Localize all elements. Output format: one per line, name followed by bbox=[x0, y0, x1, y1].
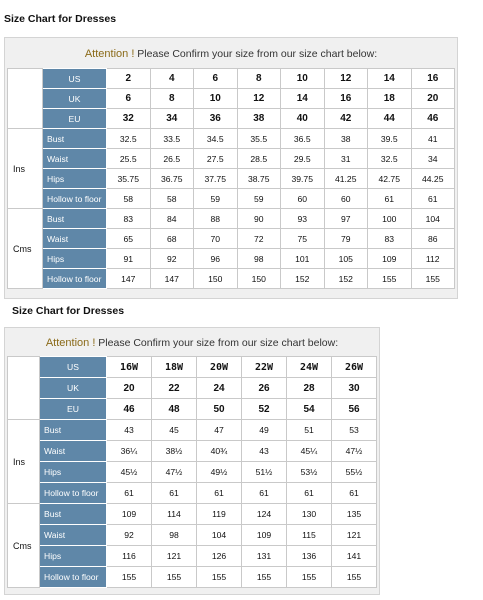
chart1-cell-waist-3: 72 bbox=[237, 229, 281, 249]
chart2-cell-us-5: 26W bbox=[332, 357, 377, 378]
chart2-cell-hips-5: 141 bbox=[332, 546, 377, 567]
chart1-cell-hollow-to-floor-3: 59 bbox=[237, 189, 281, 209]
chart1-cell-eu-1: 34 bbox=[150, 109, 194, 129]
chart2-cell-hollow-to-floor-2: 155 bbox=[197, 567, 242, 588]
chart1-cell-waist-5: 31 bbox=[324, 149, 368, 169]
chart1-attention bbox=[5, 48, 457, 60]
chart1-row-6 bbox=[8, 189, 455, 209]
chart2-cell-hollow-to-floor-2: 61 bbox=[197, 483, 242, 504]
chart1-cell-hollow-to-floor-7: 61 bbox=[411, 189, 455, 209]
chart2-cell-hips-1: 47½ bbox=[152, 462, 197, 483]
chart2-cell-eu-5: 56 bbox=[332, 399, 377, 420]
chart2-cell-hips-1: 121 bbox=[152, 546, 197, 567]
chart2-row-7 bbox=[8, 504, 377, 525]
chart2-group-sizes bbox=[8, 357, 40, 420]
chart1-cell-hollow-to-floor-2: 150 bbox=[194, 269, 238, 289]
chart1-cell-bust-3: 90 bbox=[237, 209, 281, 229]
chart1-row-2 bbox=[8, 109, 455, 129]
chart2-row-6 bbox=[8, 483, 377, 504]
chart2-row-2 bbox=[8, 399, 377, 420]
chart1-cell-hollow-to-floor-2: 59 bbox=[194, 189, 238, 209]
chart1-cell-us-4: 10 bbox=[281, 69, 325, 89]
chart1-cell-bust-4: 36.5 bbox=[281, 129, 325, 149]
chart1-cell-bust-7: 41 bbox=[411, 129, 455, 149]
chart1-cell-hips-2: 96 bbox=[194, 249, 238, 269]
chart2-row-10 bbox=[8, 567, 377, 588]
chart2-cell-waist-3: 43 bbox=[242, 441, 287, 462]
chart1-group-ins: Ins bbox=[8, 129, 43, 209]
chart1-cell-uk-7: 20 bbox=[411, 89, 455, 109]
chart1-row-10 bbox=[8, 269, 455, 289]
chart1-cell-hollow-to-floor-5: 60 bbox=[324, 189, 368, 209]
size-chart-1 bbox=[4, 37, 458, 299]
chart1-cell-bust-3: 35.5 bbox=[237, 129, 281, 149]
chart1-cell-us-1: 4 bbox=[150, 69, 194, 89]
chart2-cell-hips-4: 136 bbox=[287, 546, 332, 567]
chart2-cell-waist-5: 47½ bbox=[332, 441, 377, 462]
chart1-cell-hips-1: 92 bbox=[150, 249, 194, 269]
chart2-cell-hips-0: 116 bbox=[107, 546, 152, 567]
chart1-cell-waist-1: 68 bbox=[150, 229, 194, 249]
chart1-row-0 bbox=[8, 69, 455, 89]
chart1-cell-uk-2: 10 bbox=[194, 89, 238, 109]
chart2-cell-hollow-to-floor-1: 61 bbox=[152, 483, 197, 504]
chart1-row-1 bbox=[8, 89, 455, 109]
chart1-cell-waist-0: 25.5 bbox=[107, 149, 151, 169]
size-chart-2 bbox=[4, 327, 380, 595]
chart1-cell-hips-0: 35.75 bbox=[107, 169, 151, 189]
size-table-1 bbox=[7, 68, 455, 289]
chart1-cell-bust-4: 93 bbox=[281, 209, 325, 229]
chart1-cell-hollow-to-floor-0: 58 bbox=[107, 189, 151, 209]
chart1-cell-eu-6: 44 bbox=[368, 109, 412, 129]
chart1-cell-uk-4: 14 bbox=[281, 89, 325, 109]
chart2-cell-bust-3: 49 bbox=[242, 420, 287, 441]
chart1-cell-hollow-to-floor-4: 152 bbox=[281, 269, 325, 289]
chart2-group-ins: Ins bbox=[8, 420, 40, 504]
chart2-cell-hollow-to-floor-3: 61 bbox=[242, 483, 287, 504]
chart1-cell-eu-3: 38 bbox=[237, 109, 281, 129]
chart2-cell-hollow-to-floor-4: 155 bbox=[287, 567, 332, 588]
chart1-cell-waist-6: 32.5 bbox=[368, 149, 412, 169]
chart1-cell-waist-6: 83 bbox=[368, 229, 412, 249]
chart1-row-5 bbox=[8, 169, 455, 189]
chart2-row-label-hollow-to-floor: Hollow to floor bbox=[40, 483, 107, 504]
chart1-cell-uk-0: 6 bbox=[107, 89, 151, 109]
chart1-cell-hips-1: 36.75 bbox=[150, 169, 194, 189]
chart1-cell-hips-4: 39.75 bbox=[281, 169, 325, 189]
chart1-attention-word: Attention ! bbox=[84, 48, 135, 60]
chart1-cell-bust-1: 33.5 bbox=[150, 129, 194, 149]
chart1-cell-bust-7: 104 bbox=[411, 209, 455, 229]
chart2-row-label-us: US bbox=[40, 357, 107, 378]
chart1-cell-hollow-to-floor-0: 147 bbox=[107, 269, 151, 289]
chart2-cell-us-2: 20W bbox=[197, 357, 242, 378]
chart1-cell-us-2: 6 bbox=[194, 69, 238, 89]
chart1-cell-eu-7: 46 bbox=[411, 109, 455, 129]
chart2-row-label-eu: EU bbox=[40, 399, 107, 420]
chart2-cell-hollow-to-floor-4: 61 bbox=[287, 483, 332, 504]
chart1-cell-uk-6: 18 bbox=[368, 89, 412, 109]
chart2-cell-us-0: 16W bbox=[107, 357, 152, 378]
chart1-cell-hips-4: 101 bbox=[281, 249, 325, 269]
chart1-cell-hollow-to-floor-6: 61 bbox=[368, 189, 412, 209]
chart2-cell-hips-4: 53½ bbox=[287, 462, 332, 483]
chart2-row-label-bust: Bust bbox=[40, 420, 107, 441]
chart1-group-sizes bbox=[8, 69, 43, 129]
chart2-cell-bust-1: 114 bbox=[152, 504, 197, 525]
chart1-cell-us-3: 8 bbox=[237, 69, 281, 89]
chart1-cell-bust-5: 97 bbox=[324, 209, 368, 229]
chart1-row-label-waist: Waist bbox=[43, 149, 107, 169]
chart2-cell-hips-3: 131 bbox=[242, 546, 287, 567]
chart2-cell-hollow-to-floor-0: 61 bbox=[107, 483, 152, 504]
chart1-row-label-bust: Bust bbox=[43, 209, 107, 229]
chart2-cell-bust-3: 124 bbox=[242, 504, 287, 525]
chart2-cell-bust-5: 53 bbox=[332, 420, 377, 441]
chart1-cell-waist-0: 65 bbox=[107, 229, 151, 249]
chart2-cell-bust-0: 109 bbox=[107, 504, 152, 525]
chart1-cell-waist-2: 70 bbox=[194, 229, 238, 249]
chart1-row-9 bbox=[8, 249, 455, 269]
chart1-cell-waist-2: 27.5 bbox=[194, 149, 238, 169]
chart1-cell-us-5: 12 bbox=[324, 69, 368, 89]
chart2-row-label-hollow-to-floor: Hollow to floor bbox=[40, 567, 107, 588]
chart1-cell-hips-5: 105 bbox=[324, 249, 368, 269]
chart1-cell-us-6: 14 bbox=[368, 69, 412, 89]
chart2-cell-waist-4: 45¼ bbox=[287, 441, 332, 462]
chart1-title: Size Chart for Dresses bbox=[4, 13, 117, 25]
chart2-cell-eu-2: 50 bbox=[197, 399, 242, 420]
chart2-cell-waist-0: 36¼ bbox=[107, 441, 152, 462]
chart2-row-label-hips: Hips bbox=[40, 462, 107, 483]
chart2-row-label-bust: Bust bbox=[40, 504, 107, 525]
chart2-cell-waist-2: 40¾ bbox=[197, 441, 242, 462]
chart2-cell-hips-3: 51½ bbox=[242, 462, 287, 483]
chart1-cell-bust-2: 34.5 bbox=[194, 129, 238, 149]
chart2-cell-hollow-to-floor-0: 155 bbox=[107, 567, 152, 588]
chart2-cell-waist-0: 92 bbox=[107, 525, 152, 546]
chart2-group-cms: Cms bbox=[8, 504, 40, 588]
chart1-cell-bust-5: 38 bbox=[324, 129, 368, 149]
chart2-row-label-uk: UK bbox=[40, 378, 107, 399]
chart2-cell-bust-5: 135 bbox=[332, 504, 377, 525]
chart2-cell-bust-1: 45 bbox=[152, 420, 197, 441]
chart1-cell-hollow-to-floor-1: 58 bbox=[150, 189, 194, 209]
chart2-cell-hips-2: 49½ bbox=[197, 462, 242, 483]
size-table-2 bbox=[7, 356, 377, 588]
chart1-cell-hollow-to-floor-5: 152 bbox=[324, 269, 368, 289]
chart1-cell-hollow-to-floor-3: 150 bbox=[237, 269, 281, 289]
chart1-cell-bust-0: 32.5 bbox=[107, 129, 151, 149]
chart2-row-label-waist: Waist bbox=[40, 441, 107, 462]
chart1-row-label-hollow-to-floor: Hollow to floor bbox=[43, 269, 107, 289]
chart1-row-3 bbox=[8, 129, 455, 149]
chart2-row-1 bbox=[8, 378, 377, 399]
chart2-row-0 bbox=[8, 357, 377, 378]
chart1-row-label-uk: UK bbox=[43, 89, 107, 109]
chart1-cell-hips-2: 37.75 bbox=[194, 169, 238, 189]
chart1-cell-waist-5: 79 bbox=[324, 229, 368, 249]
chart1-cell-hips-3: 98 bbox=[237, 249, 281, 269]
chart1-row-label-us: US bbox=[43, 69, 107, 89]
chart2-cell-us-1: 18W bbox=[152, 357, 197, 378]
chart2-cell-us-4: 24W bbox=[287, 357, 332, 378]
chart1-row-label-eu: EU bbox=[43, 109, 107, 129]
chart2-cell-waist-1: 98 bbox=[152, 525, 197, 546]
chart1-cell-waist-4: 29.5 bbox=[281, 149, 325, 169]
chart2-title: Size Chart for Dresses bbox=[12, 305, 125, 317]
chart1-row-label-waist: Waist bbox=[43, 229, 107, 249]
chart1-cell-bust-6: 100 bbox=[368, 209, 412, 229]
chart1-cell-eu-0: 32 bbox=[107, 109, 151, 129]
chart1-cell-bust-0: 83 bbox=[107, 209, 151, 229]
chart2-cell-bust-4: 51 bbox=[287, 420, 332, 441]
chart2-cell-uk-4: 28 bbox=[287, 378, 332, 399]
chart2-row-3 bbox=[8, 420, 377, 441]
chart2-cell-uk-0: 20 bbox=[107, 378, 152, 399]
chart2-cell-bust-4: 130 bbox=[287, 504, 332, 525]
chart2-row-4 bbox=[8, 441, 377, 462]
chart1-row-label-bust: Bust bbox=[43, 129, 107, 149]
chart1-cell-waist-1: 26.5 bbox=[150, 149, 194, 169]
chart1-cell-eu-2: 36 bbox=[194, 109, 238, 129]
chart2-cell-hollow-to-floor-5: 155 bbox=[332, 567, 377, 588]
chart2-cell-uk-5: 30 bbox=[332, 378, 377, 399]
chart1-cell-uk-1: 8 bbox=[150, 89, 194, 109]
chart1-cell-bust-1: 84 bbox=[150, 209, 194, 229]
chart1-cell-eu-5: 42 bbox=[324, 109, 368, 129]
chart2-cell-waist-5: 121 bbox=[332, 525, 377, 546]
chart2-row-label-waist: Waist bbox=[40, 525, 107, 546]
chart1-cell-hips-3: 38.75 bbox=[237, 169, 281, 189]
chart1-cell-bust-6: 39.5 bbox=[368, 129, 412, 149]
chart1-cell-hollow-to-floor-7: 155 bbox=[411, 269, 455, 289]
chart2-attention bbox=[5, 337, 379, 349]
chart1-cell-waist-7: 34 bbox=[411, 149, 455, 169]
chart2-cell-hollow-to-floor-1: 155 bbox=[152, 567, 197, 588]
chart2-cell-us-3: 22W bbox=[242, 357, 287, 378]
chart1-cell-bust-2: 88 bbox=[194, 209, 238, 229]
chart2-cell-waist-4: 115 bbox=[287, 525, 332, 546]
chart2-cell-eu-3: 52 bbox=[242, 399, 287, 420]
chart2-cell-uk-2: 24 bbox=[197, 378, 242, 399]
chart1-row-4 bbox=[8, 149, 455, 169]
chart1-row-label-hollow-to-floor: Hollow to floor bbox=[43, 189, 107, 209]
chart2-cell-bust-2: 47 bbox=[197, 420, 242, 441]
chart2-cell-waist-1: 38½ bbox=[152, 441, 197, 462]
chart2-cell-hollow-to-floor-5: 61 bbox=[332, 483, 377, 504]
chart1-cell-us-0: 2 bbox=[107, 69, 151, 89]
chart1-group-cms: Cms bbox=[8, 209, 43, 289]
chart1-cell-hips-6: 109 bbox=[368, 249, 412, 269]
chart1-cell-uk-5: 16 bbox=[324, 89, 368, 109]
chart2-cell-hollow-to-floor-3: 155 bbox=[242, 567, 287, 588]
chart1-cell-waist-4: 75 bbox=[281, 229, 325, 249]
chart1-cell-hips-7: 44.25 bbox=[411, 169, 455, 189]
chart1-cell-waist-7: 86 bbox=[411, 229, 455, 249]
chart2-cell-uk-1: 22 bbox=[152, 378, 197, 399]
chart2-cell-bust-0: 43 bbox=[107, 420, 152, 441]
chart2-row-9 bbox=[8, 546, 377, 567]
chart2-cell-hips-2: 126 bbox=[197, 546, 242, 567]
chart2-cell-eu-0: 46 bbox=[107, 399, 152, 420]
chart2-row-label-hips: Hips bbox=[40, 546, 107, 567]
chart2-cell-hips-0: 45½ bbox=[107, 462, 152, 483]
chart2-attention-text: Please Confirm your size from our size chart below: bbox=[95, 337, 339, 349]
chart1-cell-uk-3: 12 bbox=[237, 89, 281, 109]
chart1-cell-us-7: 16 bbox=[411, 69, 455, 89]
chart1-row-label-hips: Hips bbox=[43, 249, 107, 269]
chart1-cell-waist-3: 28.5 bbox=[237, 149, 281, 169]
chart1-row-7 bbox=[8, 209, 455, 229]
chart2-cell-waist-2: 104 bbox=[197, 525, 242, 546]
chart2-row-5 bbox=[8, 462, 377, 483]
chart2-cell-waist-3: 109 bbox=[242, 525, 287, 546]
chart2-cell-eu-4: 54 bbox=[287, 399, 332, 420]
chart2-cell-hips-5: 55½ bbox=[332, 462, 377, 483]
chart1-cell-eu-4: 40 bbox=[281, 109, 325, 129]
chart1-row-label-hips: Hips bbox=[43, 169, 107, 189]
chart1-cell-hollow-to-floor-1: 147 bbox=[150, 269, 194, 289]
chart1-row-8 bbox=[8, 229, 455, 249]
chart1-cell-hips-5: 41.25 bbox=[324, 169, 368, 189]
chart2-attention-word: Attention ! bbox=[45, 337, 96, 349]
chart1-attention-text: Please Confirm your size from our size chart below: bbox=[134, 48, 378, 60]
chart1-cell-hips-0: 91 bbox=[107, 249, 151, 269]
chart2-cell-eu-1: 48 bbox=[152, 399, 197, 420]
chart1-cell-hollow-to-floor-4: 60 bbox=[281, 189, 325, 209]
chart2-row-8 bbox=[8, 525, 377, 546]
chart1-cell-hips-7: 112 bbox=[411, 249, 455, 269]
chart2-cell-uk-3: 26 bbox=[242, 378, 287, 399]
chart2-cell-bust-2: 119 bbox=[197, 504, 242, 525]
chart1-cell-hips-6: 42.75 bbox=[368, 169, 412, 189]
chart1-cell-hollow-to-floor-6: 155 bbox=[368, 269, 412, 289]
